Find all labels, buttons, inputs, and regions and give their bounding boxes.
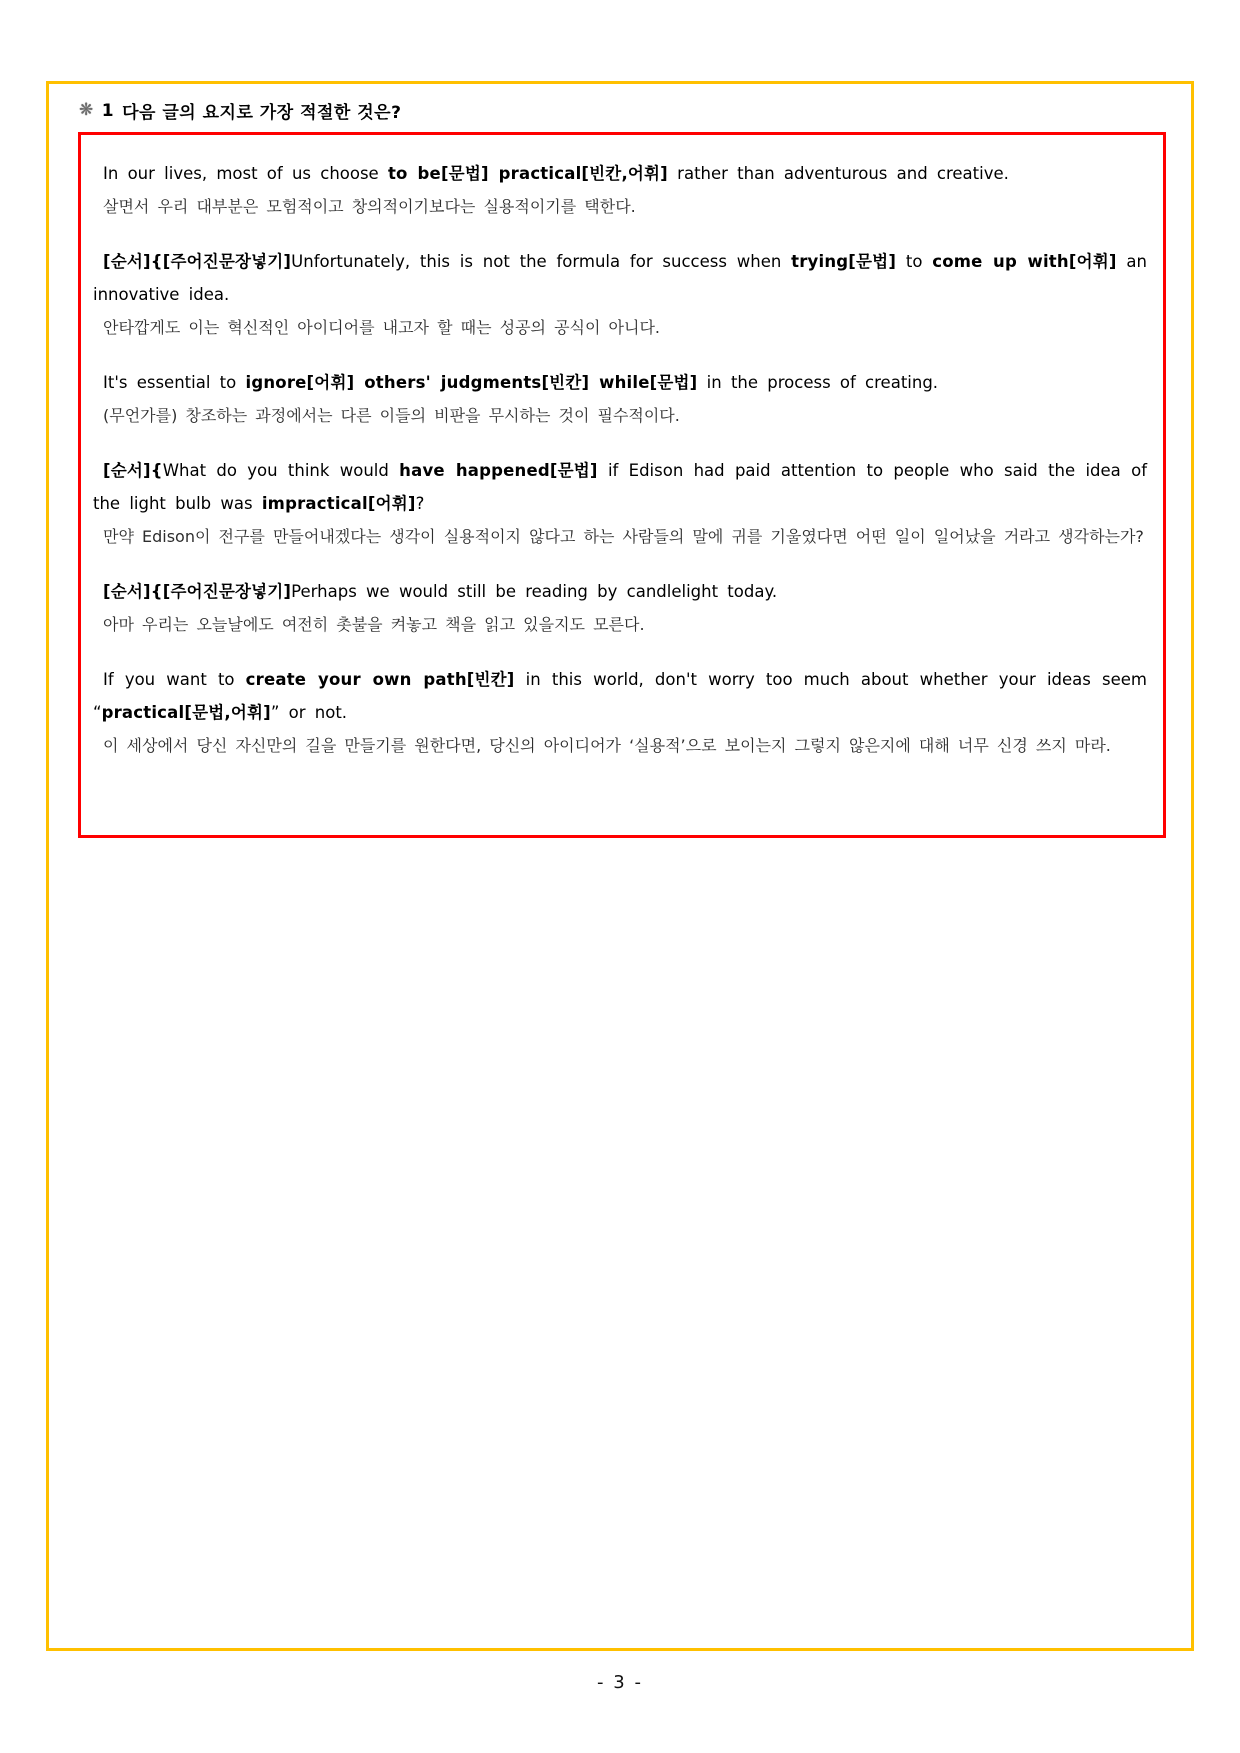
annotated-phrase: practical[문법,어휘] [101, 703, 271, 722]
plain-text: to [896, 252, 933, 271]
flower-icon: ❋ [79, 100, 94, 120]
plain-text: if Edison had paid attention to people who said the idea of the light bulb was [93, 461, 1148, 513]
plain-text: an innovative idea. [93, 252, 1147, 304]
plain-text: What do you think would [162, 461, 400, 480]
annotated-phrase: ignore[어휘] others' judgments[빈칸] while[문법] [245, 373, 698, 392]
passage-paragraph [93, 454, 1147, 553]
english-sentence [93, 663, 1147, 729]
english-sentence [93, 245, 1147, 311]
annotated-phrase: [순서]{[주어진문장넣기] [103, 252, 292, 271]
plain-text: Perhaps we would still be reading by candlelight today. [291, 582, 778, 601]
annotated-phrase: to be[문법] practical[빈칸,어휘] [387, 164, 668, 183]
korean-translation: 아마 우리는 오늘날에도 여전히 촛불을 켜놓고 책을 읽고 있을지도 모른다. [103, 615, 645, 634]
korean-translation: 이 세상에서 당신 자신만의 길을 만들기를 원한다면, 당신의 아이디어가 ‘실용적’으로 보이는지 그렇지 않은지에 대해 너무 신경 쓰지 마라. [103, 736, 1111, 755]
annotated-phrase: create your own path[빈칸] [245, 670, 515, 689]
english-sentence [93, 157, 1147, 190]
annotated-phrase: have happened[문법] [399, 461, 598, 480]
plain-text: ” or not. [270, 703, 348, 722]
korean-translation: 살면서 우리 대부분은 모험적이고 창의적이기보다는 실용적이기를 택한다. [103, 197, 636, 216]
passage-paragraph [93, 157, 1147, 223]
plain-text: If you want to [103, 670, 246, 689]
question-title: 다음 글의 요지로 가장 적절한 것은? [122, 103, 402, 123]
plain-text: It's essential to [103, 373, 246, 392]
question-header [79, 98, 401, 123]
english-sentence [93, 366, 1147, 399]
passage-paragraph [93, 663, 1147, 762]
english-sentence [93, 454, 1147, 520]
plain-text: ? [415, 494, 425, 513]
question-number: 1 [101, 100, 115, 121]
annotated-phrase: [순서]{[주어진문장넣기] [103, 582, 292, 601]
annotated-phrase: trying[문법] [791, 252, 897, 271]
passage-box [78, 132, 1166, 838]
passage-paragraph [93, 575, 1147, 641]
page-frame [46, 81, 1194, 1651]
passage-paragraph [93, 366, 1147, 432]
korean-translation: 안타깝게도 이는 혁신적인 아이디어를 내고자 할 때는 성공의 공식이 아니다. [103, 318, 660, 337]
plain-text: Unfortunately, this is not the formula for success when [291, 252, 792, 271]
korean-translation: 만약 Edison이 전구를 만들어내겠다는 생각이 실용적이지 않다고 하는 사람들의 말에 귀를 기울였다면 어떤 일이 일어났을 거라고 생각하는가? [103, 527, 1144, 546]
annotated-phrase: [순서]{ [103, 461, 163, 480]
korean-translation: (무언가를) 창조하는 과정에서는 다른 이들의 비판을 무시하는 것이 필수적이다. [103, 406, 680, 425]
passage-paragraph [93, 245, 1147, 344]
annotated-phrase: impractical[어휘] [261, 494, 416, 513]
plain-text: In our lives, most of us choose [103, 164, 388, 183]
plain-text: in the process of creating. [697, 373, 939, 392]
english-sentence [93, 575, 1147, 608]
plain-text: rather than adventurous and creative. [667, 164, 1009, 183]
plain-text: in this world, don't worry too much about whether your ideas seem “ [93, 670, 1147, 722]
page-number: - 3 - [597, 1672, 643, 1693]
annotated-phrase: come up with[어휘] [932, 252, 1117, 271]
